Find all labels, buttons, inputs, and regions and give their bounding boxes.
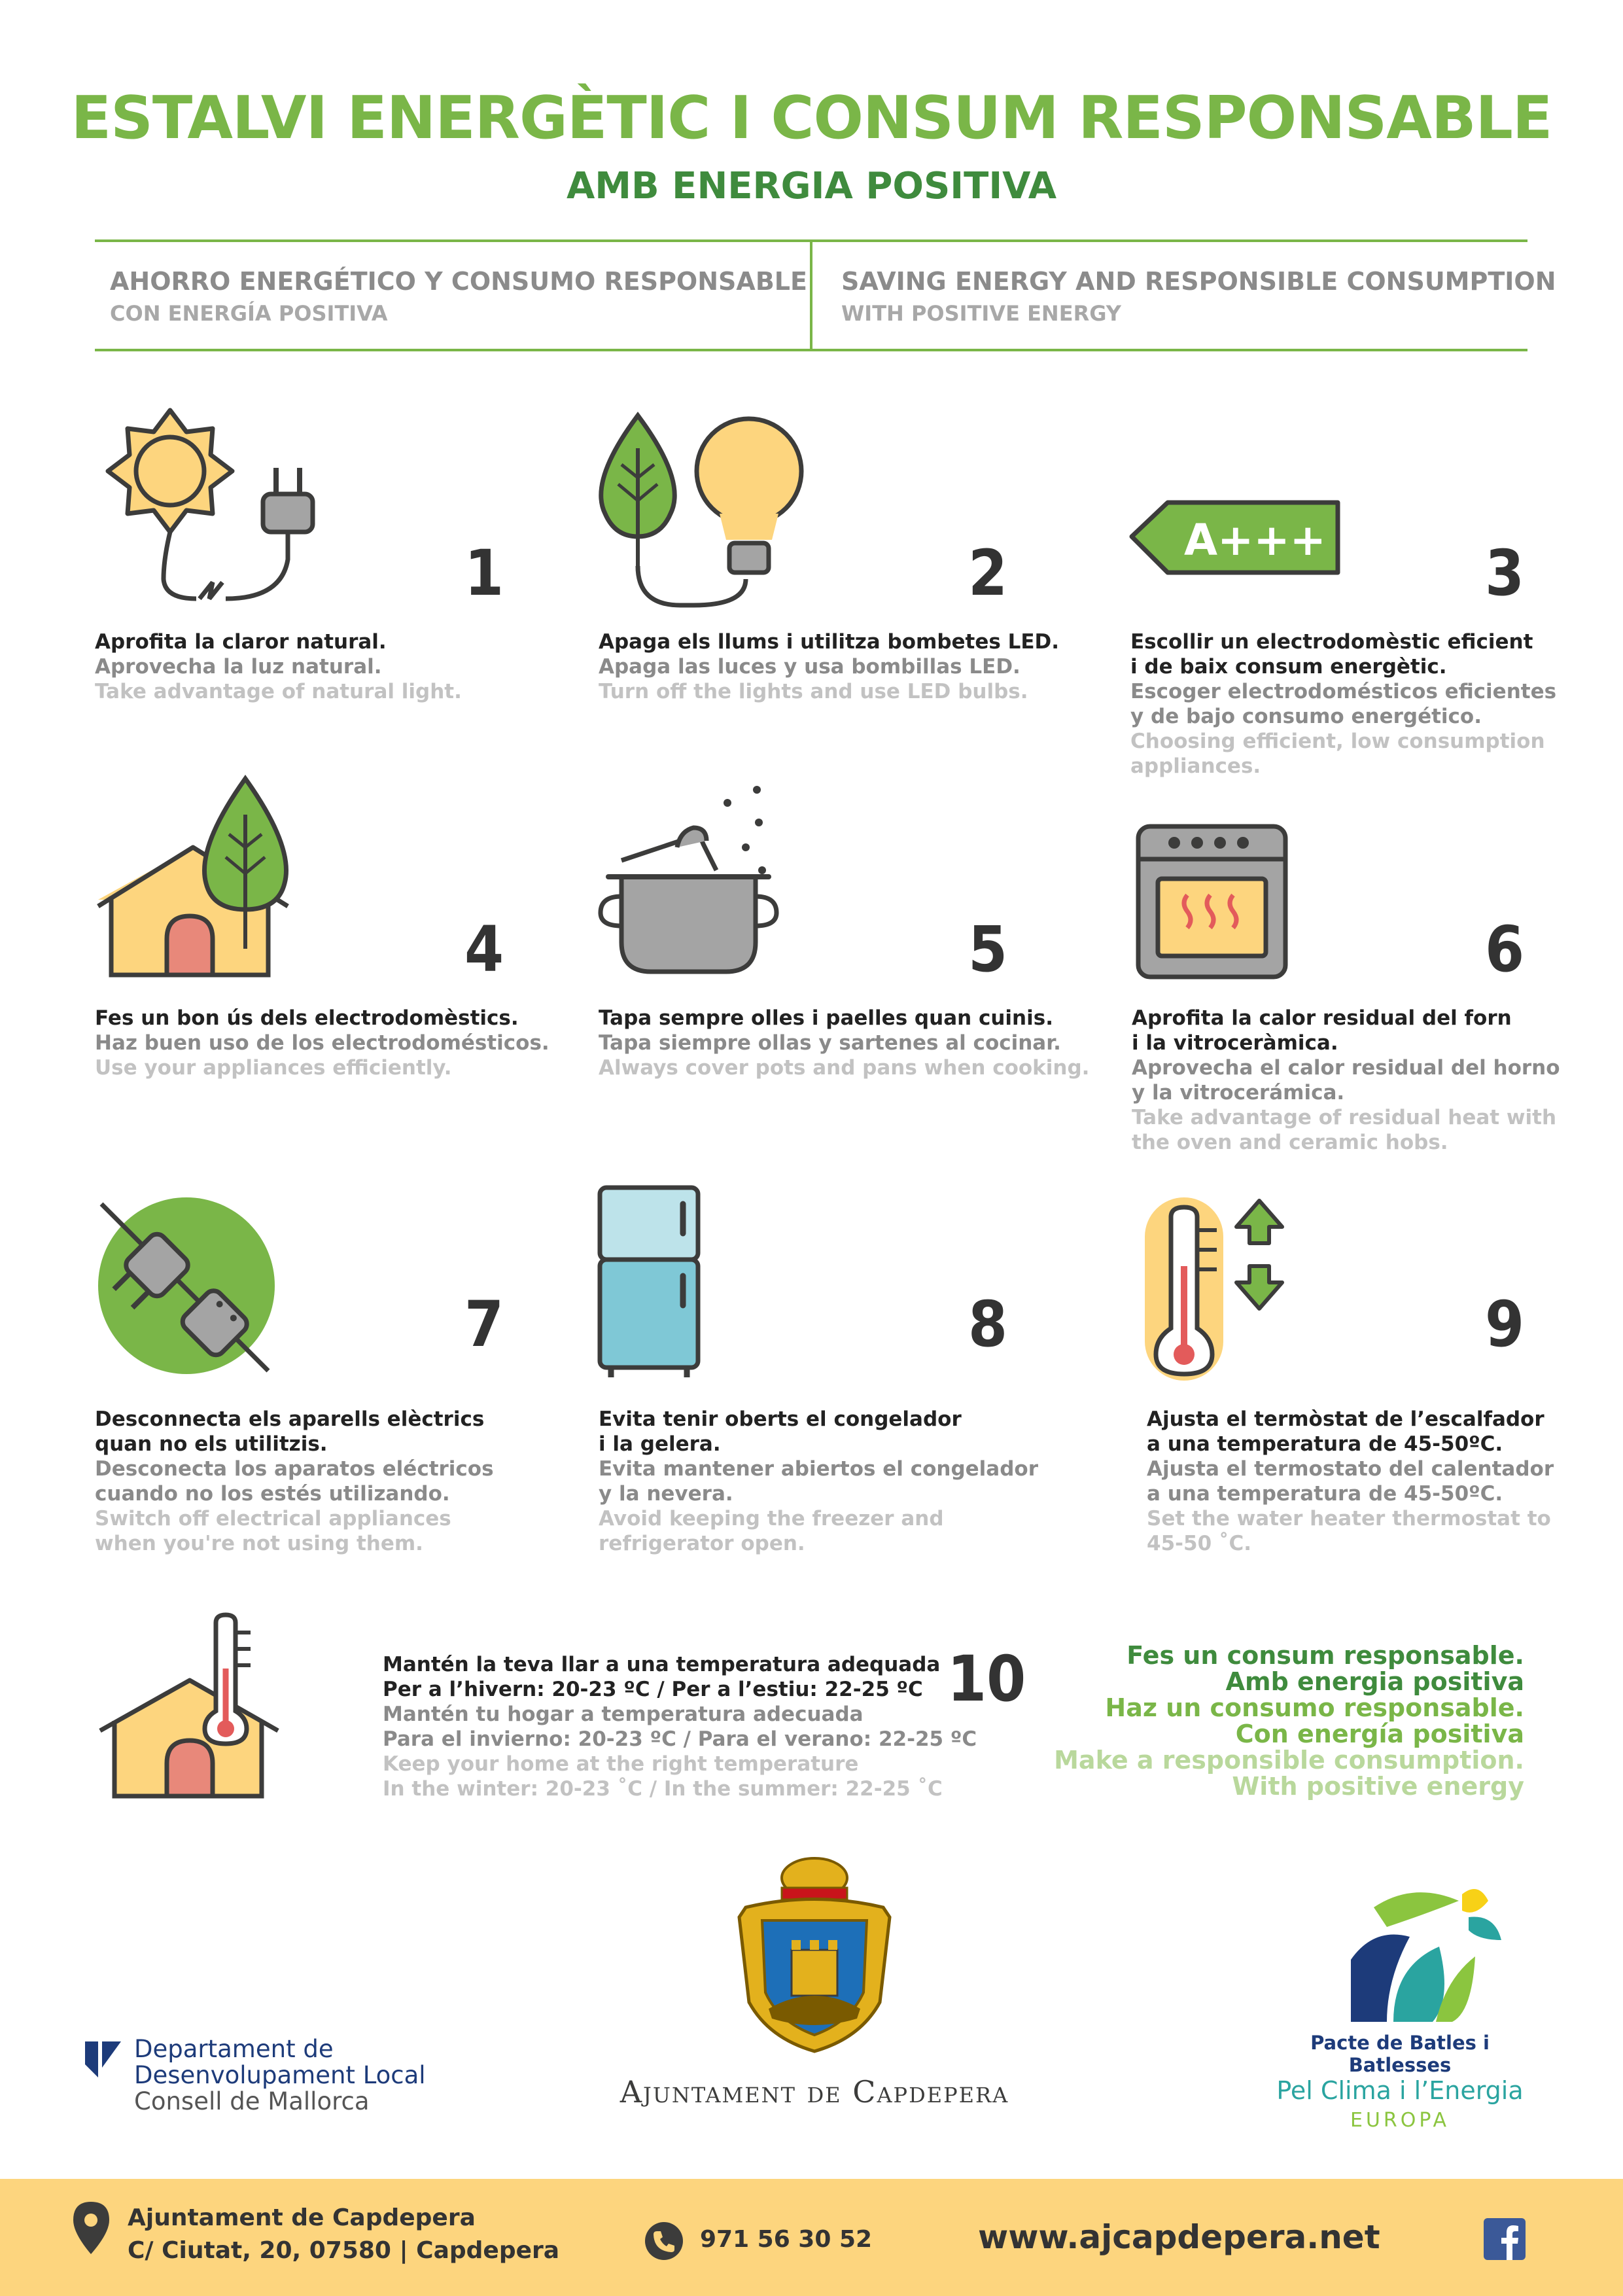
location-pin-icon (73, 2202, 109, 2254)
slogan-line-6: With positive energy (1232, 1772, 1524, 1801)
en-heading: SAVING ENERGY AND RESPONSIBLE CONSUMPTION (841, 267, 1556, 296)
tip-7-ca-2: quan no els utilitzis. (95, 1432, 328, 1456)
tip-7-en-1: Switch off electrical appliances (95, 1507, 451, 1530)
house-tree-icon (92, 775, 301, 978)
pacte-line-2: Pel Clima i l’Energia (1276, 2076, 1524, 2105)
tip-8-ca-2: i la gelera. (599, 1432, 721, 1456)
oven-icon (1135, 823, 1292, 980)
tip-9-ca-1: Ajusta el termòstat de l’escalfador (1147, 1407, 1544, 1431)
tip-number-10: 10 (947, 1642, 1026, 1716)
unplug-icon (92, 1194, 281, 1377)
tip-9-es-1: Ajusta el termostato del calentador (1147, 1457, 1554, 1481)
es-subheading: CON ENERGÍA POSITIVA (110, 301, 388, 326)
tip-10-ca-2: Per a l’hivern: 20-23 ºC / Per a l’estiu: 22-25 ºC (383, 1678, 923, 1701)
house-thermometer-icon (95, 1610, 281, 1799)
tip-1-en: Take advantage of natural light. (95, 680, 462, 703)
tip-number-5: 5 (968, 913, 1008, 986)
tip-6-ca-2: i la vitroceràmica. (1132, 1031, 1338, 1055)
tip-8-es-2: y la nevera. (599, 1482, 733, 1506)
slogan-line-4: Con energía positiva (1235, 1720, 1524, 1748)
tip-3-ca-1: Escollir un electrodomèstic eficient (1130, 630, 1533, 654)
ajuntament-logo-text: Ajuntament de Capdepera (620, 2074, 1009, 2110)
tip-1-ca: Aprofita la claror natural. (95, 630, 387, 654)
header-vertical-divider (810, 241, 812, 351)
tip-8-en-2: refrigerator open. (599, 1532, 805, 1555)
tip-8-en-1: Avoid keeping the freezer and (599, 1507, 944, 1530)
consell-line-1: Departament de (134, 2035, 334, 2063)
phone-icon (644, 2221, 684, 2261)
tip-5-ca: Tapa sempre olles i paelles quan cuinis. (599, 1006, 1053, 1030)
en-subheading: WITH POSITIVE ENERGY (841, 301, 1121, 326)
tip-number-1: 1 (464, 537, 504, 610)
footer-website[interactable]: www.ajcapdepera.net (978, 2218, 1380, 2256)
tip-4-ca: Fes un bon ús dels electrodomèstics. (95, 1006, 519, 1030)
tip-number-7: 7 (464, 1288, 504, 1361)
tip-text-10 (383, 1652, 977, 1801)
tip-9-es-2: a una temperatura de 45-50ºC. (1147, 1482, 1503, 1506)
tip-10-ca-1: Mantén la teva llar a una temperatura adequada (383, 1653, 941, 1676)
consell-logo-icon (85, 2041, 124, 2081)
tip-text-8 (599, 1407, 1038, 1556)
header-bottom-divider (95, 349, 1527, 351)
tip-text-4 (95, 1006, 550, 1080)
tip-5-en: Always cover pots and pans when cooking. (599, 1056, 1090, 1080)
tip-7-es-2: cuando no los estés utilizando. (95, 1482, 450, 1506)
energy-label-icon (1128, 497, 1344, 579)
tip-text-3 (1130, 629, 1556, 779)
tip-7-ca-1: Desconnecta els aparells elèctrics (95, 1407, 485, 1431)
tip-text-2 (599, 629, 1059, 704)
tip-6-ca-1: Aprofita la calor residual del forn (1132, 1006, 1512, 1030)
tip-text-6 (1132, 1006, 1560, 1155)
tip-text-7 (95, 1407, 494, 1556)
slogan-line-1: Fes un consum responsable. (1126, 1641, 1524, 1670)
facebook-icon[interactable] (1484, 2218, 1526, 2260)
tip-number-2: 2 (968, 537, 1008, 610)
tip-3-ca-2: i de baix consum energètic. (1130, 655, 1447, 679)
tip-3-es-2: y de bajo consumo energético. (1130, 705, 1482, 728)
tip-text-9 (1147, 1407, 1554, 1556)
tip-9-en-2: 45-50 ˚C. (1147, 1532, 1251, 1555)
thermometer-icon (1142, 1194, 1292, 1384)
tip-4-es: Haz buen uso de los electrodomésticos. (95, 1031, 550, 1055)
tip-8-ca-1: Evita tenir oberts el congelador (599, 1407, 962, 1431)
tip-number-9: 9 (1485, 1288, 1525, 1361)
tip-2-ca: Apaga els llums i utilitza bombetes LED. (599, 630, 1060, 654)
tip-2-en: Turn off the lights and use LED bulbs. (599, 680, 1028, 703)
pacte-logo-text (1269, 2032, 1531, 2132)
tip-5-es: Tapa siempre ollas y sartenes al cocinar. (599, 1031, 1061, 1055)
energy-label-text: A+++ (1184, 515, 1326, 565)
slogan-line-5: Make a responsible consumption. (1054, 1746, 1524, 1775)
consell-line-2: Desenvolupament Local (134, 2061, 426, 2089)
pacte-line-3: EUROPA (1350, 2109, 1450, 2132)
tip-6-en-2: the oven and ceramic hobs. (1132, 1131, 1448, 1154)
page-subtitle: AMB ENERGIA POSITIVA (566, 165, 1057, 207)
tip-10-es-2: Para el invierno: 20-23 ºC / Para el verano: 22-25 ºC (383, 1727, 977, 1751)
tip-10-en-1: Keep your home at the right temperature (383, 1752, 859, 1776)
tip-9-ca-2: a una temperatura de 45-50ºC. (1147, 1432, 1503, 1456)
tip-3-en-1: Choosing efficient, low consumption (1130, 730, 1545, 753)
tip-number-8: 8 (968, 1288, 1008, 1361)
footer-phone[interactable]: 971 56 30 52 (700, 2226, 873, 2253)
tip-text-1 (95, 629, 462, 704)
tip-1-es: Aprovecha la luz natural. (95, 655, 382, 679)
sun-plug-icon (92, 402, 327, 612)
consell-logo-text (134, 2036, 426, 2115)
tip-number-4: 4 (464, 913, 504, 986)
pacte-line-1: Pacte de Batles i Batlesses (1310, 2032, 1490, 2076)
tip-number-6: 6 (1485, 913, 1525, 986)
consell-line-3: Consell de Mallorca (134, 2087, 370, 2115)
es-heading: AHORRO ENERGÉTICO Y CONSUMO RESPONSABLE (110, 267, 807, 296)
tip-2-es: Apaga las luces y usa bombillas LED. (599, 655, 1021, 679)
page-title: ESTALVI ENERGÈTIC I CONSUM RESPONSABLE (71, 84, 1552, 152)
leaf-bulb-icon (595, 409, 818, 612)
tip-3-en-2: appliances. (1130, 754, 1261, 778)
slogan-block (1014, 1642, 1524, 1799)
tip-6-es-2: y la vitrocerámica. (1132, 1081, 1345, 1104)
tip-3-es-1: Escoger electrodomésticos eficientes (1130, 680, 1557, 703)
tip-text-5 (599, 1006, 1089, 1080)
footer-address-line-1: Ajuntament de Capdepera (128, 2204, 476, 2231)
tip-6-en-1: Take advantage of residual heat with (1132, 1106, 1557, 1129)
tip-7-es-1: Desconecta los aparatos eléctricos (95, 1457, 494, 1481)
tip-4-en: Use your appliances efficiently. (95, 1056, 452, 1080)
footer-address (128, 2202, 559, 2267)
tip-6-es-1: Aprovecha el calor residual del horno (1132, 1056, 1560, 1080)
footer-address-line-2: C/ Ciutat, 20, 07580 | Capdepera (128, 2237, 560, 2264)
tip-9-en-1: Set the water heater thermostat to (1147, 1507, 1551, 1530)
tip-number-3: 3 (1485, 537, 1525, 610)
tip-7-en-2: when you're not using them. (95, 1532, 423, 1555)
capdepera-coat-of-arms-icon (729, 1852, 899, 2055)
pacte-logo-icon (1348, 1881, 1505, 2025)
slogan-line-3: Haz un consumo responsable. (1105, 1693, 1524, 1722)
tip-10-en-2: In the winter: 20-23 ˚C / In the summer: 22-25 ˚C (383, 1777, 943, 1801)
tip-10-es-1: Mantén tu hogar a temperatura adecuada (383, 1703, 864, 1726)
slogan-line-2: Amb energia positiva (1225, 1667, 1524, 1696)
tip-8-es-1: Evita mantener abiertos el congelador (599, 1457, 1038, 1481)
fridge-icon (597, 1184, 705, 1381)
pot-icon (595, 782, 811, 978)
